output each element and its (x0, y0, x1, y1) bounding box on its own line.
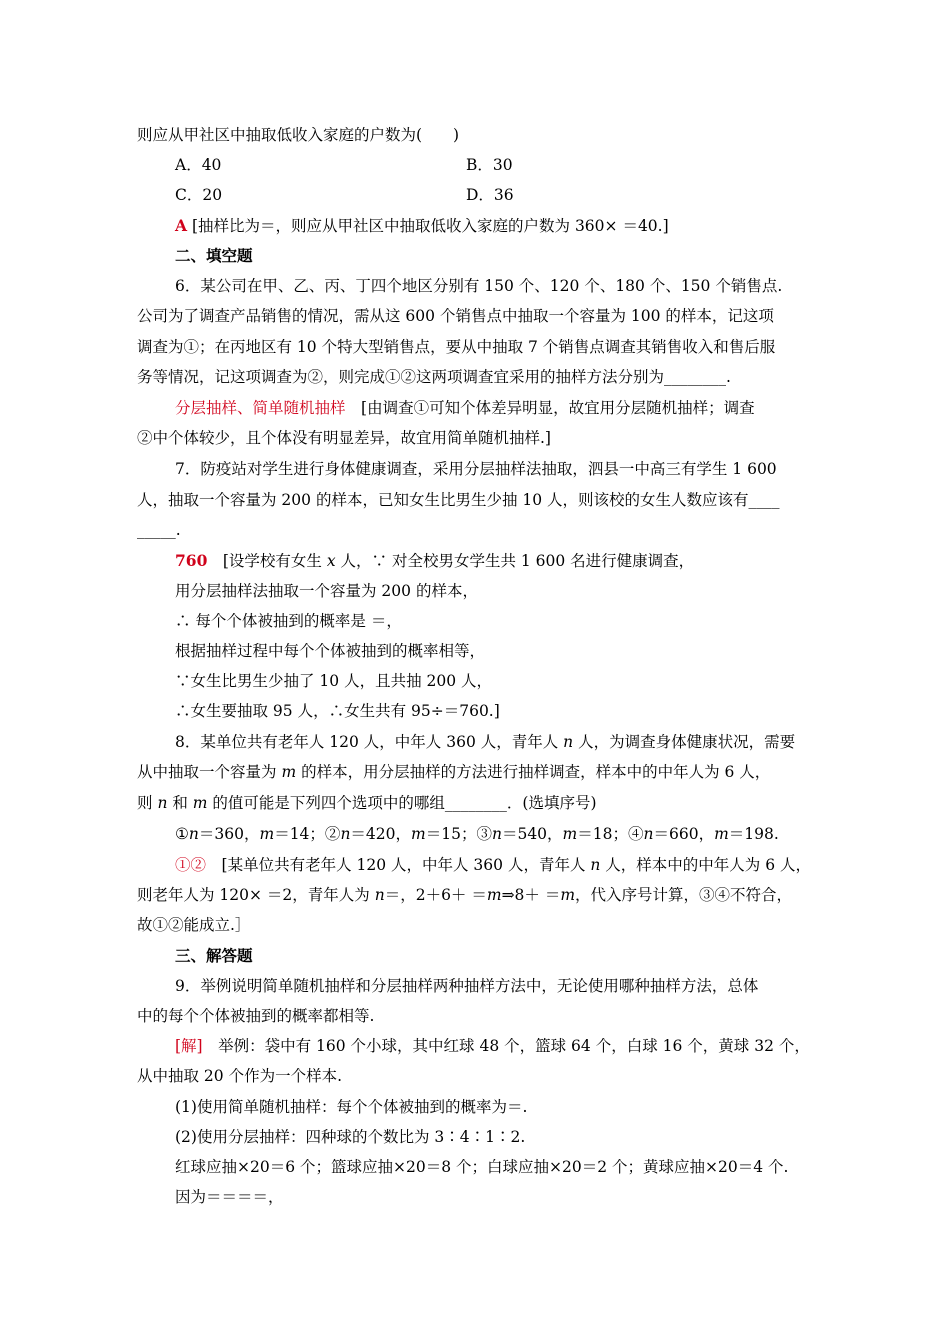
q9-solution-line-6: 因为＝＝＝＝， (175, 1188, 284, 1206)
q7-explain-line-4: ∵女生比男生少抽了 10 人，且共抽 200 人， (175, 672, 493, 690)
q8-explain-2-b: ＝，2＋6＋ ＝ (384, 886, 487, 904)
q8-answer: ①② (175, 856, 207, 874)
q6-explain-1: [由调查①可知个体差异明显，故宜用分层随机抽样；调查 (345, 399, 755, 417)
q6-line-1: 6．某公司在甲、乙、丙、丁四个地区分别有 150 个、120 个、180 个、150 个销售点. (175, 277, 783, 295)
q9-solution-tag: [解] (175, 1037, 203, 1055)
q8-line-3-a: 则 (137, 794, 158, 812)
q7-explain-line-5: ∴女生要抽取 95 人，∴女生共有 95÷＝760.] (175, 702, 500, 720)
q6-line-4: 务等情况，记这项调查为②，则完成①②这两项调查宜采用的抽样方法分别为________. (137, 368, 731, 386)
q8-var-m: m (486, 886, 502, 904)
q6-line-3: 调查为①；在丙地区有 10 个特大型销售点，要从中抽取 7 个销售点调查其销售收入和售后服 (137, 338, 776, 356)
q7-line-1: 7．防疫站对学生进行身体健康调查，采用分层抽样法抽取，泗县一中高三有学生 1 600 (175, 460, 777, 478)
q7-explain-line-3: 根据抽样过程中每个个体被抽到的概率相等， (175, 642, 486, 660)
q8-var-m: m (560, 886, 576, 904)
q6-answer: 分层抽样、简单随机抽样 (175, 399, 346, 417)
q7-var-x: x (326, 552, 336, 570)
q8-var-n: n (374, 886, 385, 904)
q5-stem-tail: 则应从甲社区中抽取低收入家庭的户数为( ) (137, 126, 460, 144)
q5-option-c: C．20 (175, 186, 223, 204)
q9-line-1: 9．举例说明简单随机抽样和分层抽样两种抽样方法中，无论使用哪种抽样方法，总体 (175, 977, 759, 995)
q7-line-2: 人，抽取一个容量为 200 的样本，已知女生比男生少抽 10 人，则该校的女生人数应该有____ (137, 491, 780, 509)
q8-answer-line (175, 854, 811, 876)
q8-var-m: m (192, 794, 208, 812)
q9-solution-line-1 (175, 1035, 810, 1057)
q7-answer-line (175, 550, 694, 572)
q8-explain-2-d: ，代入序号计算，③④不符合， (575, 886, 793, 904)
q8-explain-1-b: 人，样本中的中年人为 6 人， (600, 856, 812, 874)
q8-choice: ③n＝540，m＝18； (476, 825, 628, 843)
q8-explain-1-a: [某单位共有老年人 120 人，中年人 360 人，青年人 (206, 856, 591, 874)
section-heading-answer: 三、解答题 (175, 946, 253, 965)
q9-solution-line-3: (1)使用简单随机抽样：每个个体被抽到的概率为＝. (175, 1098, 528, 1116)
q7-explain-line-2: ∴ 每个个体被抽到的概率是 ＝， (175, 612, 402, 630)
q8-choice: ④n＝660，m＝198. (627, 825, 779, 843)
q8-var-m: m (281, 763, 297, 781)
q9-solution-line-4: (2)使用分层抽样：四种球的个数比为 3∶4∶1∶2. (175, 1128, 526, 1146)
q7-line-3: _____. (137, 521, 181, 539)
q8-var-n: n (157, 794, 168, 812)
q7-explain-post: 人，∵ 对全校男女学生共 1 600 名进行健康调查， (335, 552, 695, 570)
q7-answer: 760 (175, 551, 208, 570)
q8-line-3-b: 和 (167, 794, 193, 812)
q8-line-1-b: 人，为调查身体健康状况，需要 (573, 733, 796, 751)
section-heading-fill-blank: 二、填空题 (175, 246, 253, 265)
q8-line-2 (137, 761, 770, 783)
q8-choice: ①n＝360，m＝14； (175, 825, 325, 843)
q9-solution-line-5: 红球应抽×20＝6 个；篮球应抽×20＝8 个；白球应抽×20＝2 个；黄球应抽×20＝4 个. (175, 1158, 789, 1176)
q8-explain-2 (137, 884, 792, 906)
q8-var-n: n (590, 856, 601, 874)
q9-solution-line-2: 从中抽取 20 个作为一个样本. (137, 1067, 343, 1085)
q8-explain-2-c: ⇒8＋ ＝ (501, 886, 561, 904)
q7-explain-pre: [设学校有女生 (207, 552, 327, 570)
q8-choice: ②n＝420，m＝15； (324, 825, 477, 843)
q8-line-1-a: 8．某单位共有老年人 120 人，中年人 360 人，青年人 (175, 733, 564, 751)
q5-option-d: D．36 (466, 186, 514, 204)
q8-choices (175, 823, 779, 845)
q9-solution-1: 举例：袋中有 160 个小球，其中红球 48 个，篮球 64 个，白球 16 个，黄球 32 个， (202, 1037, 810, 1055)
q5-answer-letter: A (175, 216, 188, 235)
q9-line-2: 中的每个个体被抽到的概率都相等. (137, 1007, 375, 1025)
q6-line-2: 公司为了调查产品销售的情况，需从这 600 个销售点中抽取一个容量为 100 的样本，记这项 (137, 307, 774, 325)
q6-answer-line (175, 397, 755, 419)
q8-explain-3: 故①②能成立.］ (137, 916, 251, 934)
q5-option-b: B．30 (466, 156, 513, 174)
q8-explain-2-a: 则老年人为 120× ＝2，青年人为 (137, 886, 375, 904)
q8-line-3-c: 的值可能是下列四个选项中的哪组________．(选填序号) (207, 794, 597, 812)
q8-var-n: n (563, 733, 574, 751)
q8-line-1 (175, 731, 795, 753)
q8-line-2-a: 从中抽取一个容量为 (137, 763, 282, 781)
q8-line-2-b: 的样本，用分层抽样的方法进行抽样调查，样本中的中年人为 6 人， (296, 763, 771, 781)
q7-explain-line-1: 用分层抽样法抽取一个容量为 200 的样本， (175, 582, 478, 600)
q5-option-a: A．40 (175, 156, 222, 174)
q5-answer-explain: [抽样比为＝，则应从甲社区中抽取低收入家庭的户数为 360× ＝40.] (191, 217, 669, 235)
q8-line-3 (137, 792, 597, 814)
q6-explain-2: ②中个体较少，且个体没有明显差异，故宜用简单随机抽样.] (137, 429, 551, 447)
q5-answer-line (175, 215, 669, 237)
